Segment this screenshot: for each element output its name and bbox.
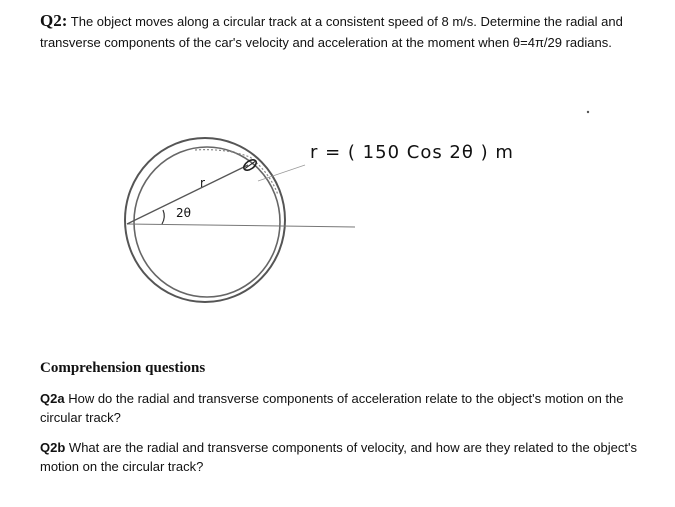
- stray-dot: [587, 111, 589, 113]
- track-figure: [100, 95, 610, 340]
- track-diagram: [100, 95, 610, 340]
- equation-leader-line: [258, 165, 305, 181]
- comprehension-question-q2b: [40, 438, 640, 476]
- track-outer-circle: [125, 138, 285, 302]
- q2a-label: Q2a: [40, 391, 65, 406]
- question-text: [40, 10, 640, 53]
- track-inner-circle: [134, 147, 280, 297]
- object-marker: [242, 158, 258, 173]
- angle-arc: [162, 210, 164, 224]
- q2a-text: How do the radial and transverse components of acceleration relate to the object's motion on the circular track?: [40, 391, 624, 425]
- track-equation: r = ( 150 Cos 2θ ) m: [310, 142, 514, 163]
- question-label: Q2:: [40, 11, 68, 30]
- comprehension-question-q2a: [40, 389, 640, 427]
- angle-label: 2θ: [176, 206, 191, 220]
- question-body: The object moves along a circular track at a consistent speed of 8 m/s. Determine the radial and transverse components of the car's velocity and acceleration at the moment when θ=4π/29 radians.: [40, 14, 623, 50]
- q2b-label: Q2b: [40, 440, 66, 455]
- dotted-path: [195, 150, 278, 195]
- comprehension-heading: Comprehension questions: [40, 360, 206, 376]
- q2b-text: What are the radial and transverse components of velocity, and how are they related to the object's motion on the circular track?: [40, 440, 637, 474]
- reference-axis: [127, 224, 355, 227]
- radius-label: r: [200, 176, 205, 190]
